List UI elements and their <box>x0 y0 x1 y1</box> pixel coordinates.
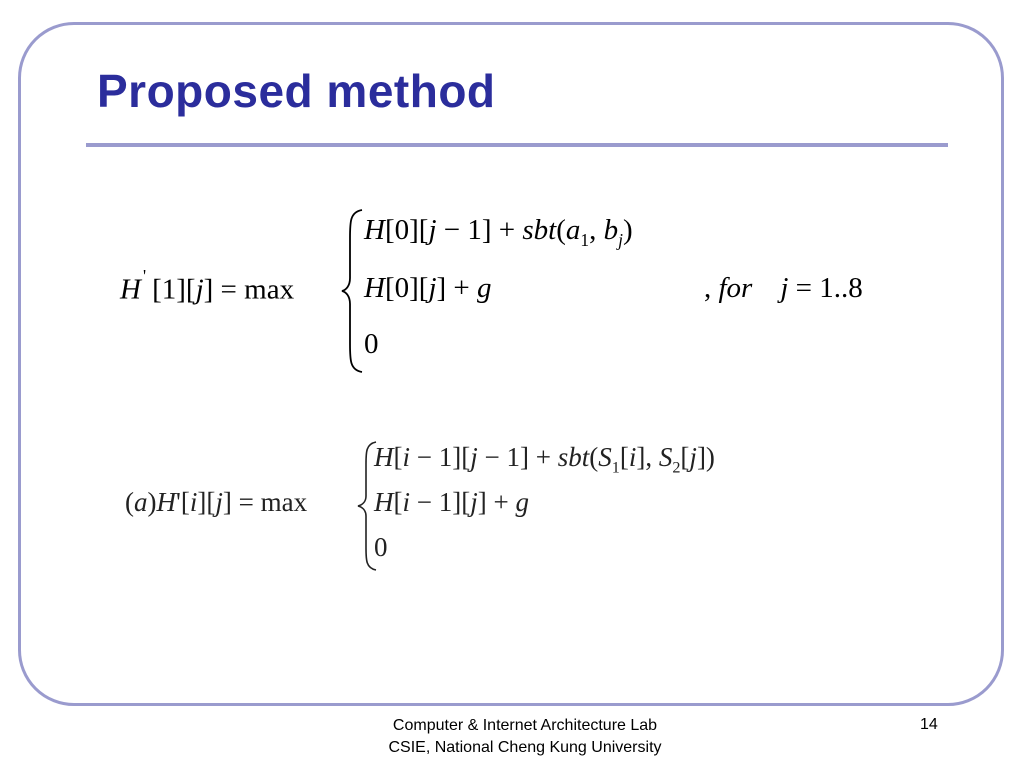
slide-title: Proposed method <box>97 65 496 117</box>
index-text: [0][ <box>384 214 429 246</box>
symbol-H: H <box>364 214 385 246</box>
page-number: 14 <box>920 716 938 733</box>
equation-1-case-2 <box>364 272 492 305</box>
bracket: [ <box>393 442 403 472</box>
max-operator: ] = max <box>222 487 308 517</box>
close-paren: ) <box>622 214 633 246</box>
bracket-comma: ], <box>636 442 659 472</box>
symbol-g: g <box>477 272 492 304</box>
symbol-j: j <box>689 442 697 472</box>
plus-text: ] + <box>477 487 516 517</box>
footer-lab: Computer & Internet Architecture Lab <box>392 717 658 734</box>
equation-2-case-1 <box>374 442 715 477</box>
symbol-H: H <box>364 272 385 304</box>
symbol-i: i <box>628 442 637 472</box>
bracket: [ <box>393 487 403 517</box>
range-text: = 1..8 <box>788 272 863 304</box>
open-paren: ( <box>125 487 134 517</box>
symbol-H: H <box>120 273 141 306</box>
equation-1-case-1 <box>364 214 633 251</box>
symbol-i: i <box>402 442 411 472</box>
symbol-i: i <box>402 487 411 517</box>
subscript-1: 1 <box>611 458 620 477</box>
index-text: ][ <box>197 487 216 517</box>
equation-2-case-2 <box>374 487 529 518</box>
equation-1-lhs <box>120 266 295 307</box>
left-brace-icon <box>340 208 366 374</box>
index-text: [1][ <box>152 273 196 306</box>
symbol-j: j <box>215 487 223 517</box>
subscript-1: 1 <box>580 229 590 250</box>
symbol-j: j <box>470 442 478 472</box>
sbt-function: sbt <box>522 214 557 246</box>
symbol-H: H <box>374 442 394 472</box>
equation-1-condition <box>704 272 863 305</box>
minus-text: − 1][ <box>410 487 471 517</box>
symbol-g: g <box>515 487 529 517</box>
close-bracket-paren: ]) <box>696 442 715 472</box>
bracket: [ <box>680 442 690 472</box>
comma: , <box>589 214 604 246</box>
symbol-a: a <box>565 214 581 246</box>
minus-plus-text: − 1] + <box>436 214 523 246</box>
for-keyword: for <box>718 272 753 304</box>
footer <box>300 715 750 759</box>
symbol-H: H <box>374 487 394 517</box>
symbol-H: H <box>156 487 176 517</box>
index-text: [0][ <box>384 272 429 304</box>
symbol-j: j <box>195 273 204 306</box>
minus-plus-text: − 1] + <box>477 442 558 472</box>
symbol-S: S <box>598 442 612 472</box>
prime-index: '[ <box>176 487 190 517</box>
symbol-a: a <box>134 487 148 517</box>
max-operator: ] = max <box>203 273 295 306</box>
equation-1-case-3: 0 <box>364 328 379 360</box>
symbol-S: S <box>658 442 673 472</box>
slide-frame <box>18 22 1004 706</box>
symbol-j: j <box>428 272 437 304</box>
open-paren: ( <box>556 214 566 246</box>
minus-text: − 1][ <box>410 442 471 472</box>
sbt-function: sbt <box>557 442 590 472</box>
open-paren: ( <box>589 442 599 472</box>
bracket: [ <box>619 442 629 472</box>
comma: , <box>704 272 719 304</box>
title-divider <box>86 143 948 147</box>
symbol-j: j <box>428 214 437 246</box>
equation-2-case-3: 0 <box>374 532 388 562</box>
symbol-j: j <box>780 272 789 304</box>
subscript-j: j <box>618 229 623 250</box>
subscript-2: 2 <box>672 458 681 477</box>
symbol-b: b <box>603 214 619 246</box>
prime-mark: ' <box>142 266 147 286</box>
symbol-i: i <box>189 487 198 517</box>
footer-university: CSIE, National Cheng Kung University <box>388 739 662 756</box>
symbol-j: j <box>470 487 478 517</box>
equation-2-lhs <box>125 487 307 518</box>
plus-text: ] + <box>436 272 478 304</box>
close-paren: ) <box>147 487 157 517</box>
